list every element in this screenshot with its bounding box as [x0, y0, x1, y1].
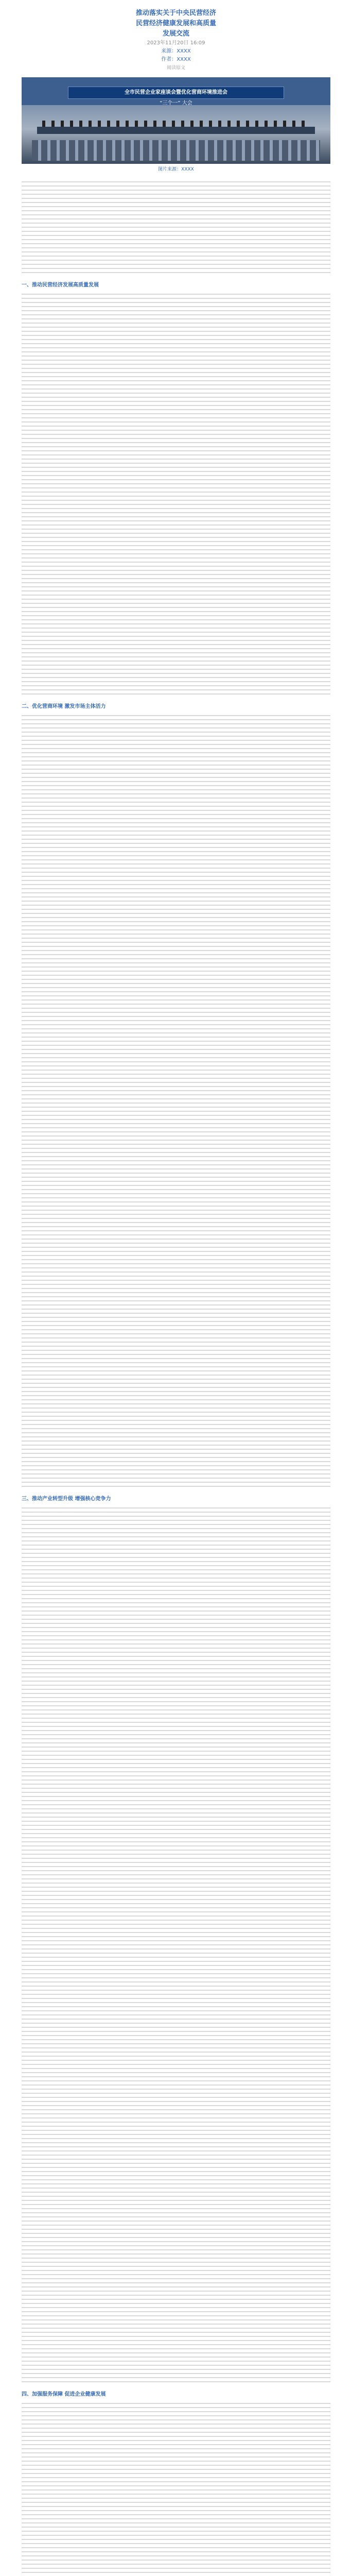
photo-banner: 全市民营企业家座谈会暨优化营商环境推进会 [68, 87, 284, 99]
text-block [22, 181, 330, 274]
read-original-link[interactable]: 阅读原文 [166, 65, 185, 71]
section-heading-3: 三、推动产业转型升级 增强核心竞争力 [22, 1496, 111, 1502]
section-heading-2: 二、优化营商环境 激发市场主体活力 [22, 704, 106, 709]
photo-caption: 图片来源：XXXX [158, 167, 194, 172]
section-heading-1: 一、推动民营经济发展高质量发展 [22, 282, 99, 288]
author-line: 作者：XXXX [161, 57, 191, 62]
text-block [22, 715, 330, 1488]
audience-heads [42, 121, 310, 127]
source-line: 来源：XXXX [161, 48, 191, 54]
title-line-2: 民营经济健康发展和高质量 [135, 20, 216, 27]
text-block [22, 2403, 330, 2576]
section-heading-4: 四、加强服务保障 促进企业健康发展 [22, 2392, 106, 2397]
title-line-1: 推动落实关于中央民营经济 [135, 9, 216, 17]
title-line-3: 发展交流 [162, 30, 189, 38]
article-title [22, 8, 330, 39]
publish-date: 2023年11月20日 16:09 [147, 40, 205, 46]
conference-photo [22, 77, 330, 164]
text-block [22, 294, 330, 696]
text-block [22, 1507, 330, 2383]
photo-banner-sub: “三个一” 大会 [160, 100, 192, 106]
audience-rows [32, 140, 320, 161]
stage-table [37, 127, 315, 134]
article [22, 0, 330, 2576]
